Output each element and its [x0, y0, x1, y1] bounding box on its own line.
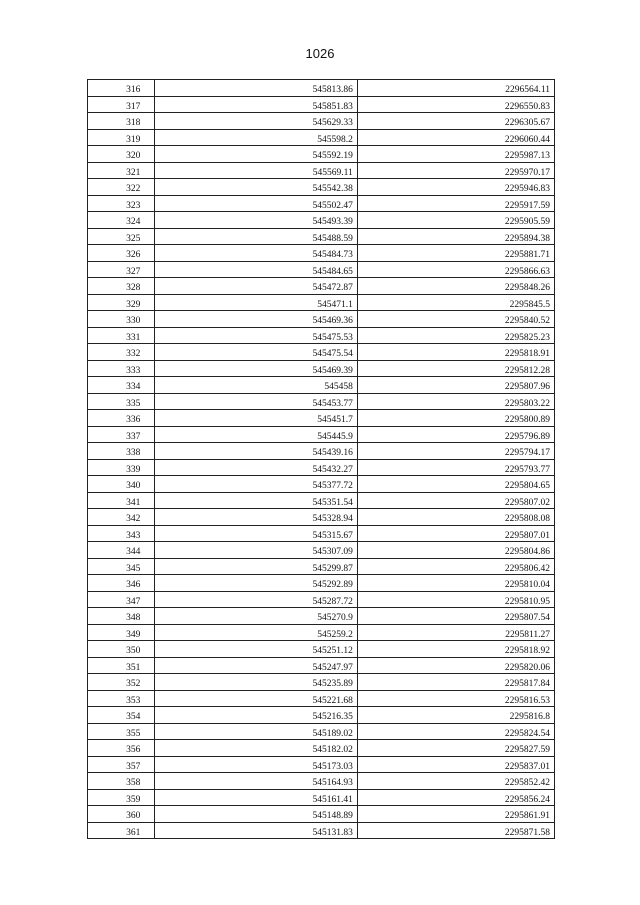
y-coordinate-cell: 2295848.26: [357, 278, 554, 295]
point-number-cell: 322: [88, 179, 155, 196]
y-coordinate-cell: 2295817.84: [357, 674, 554, 691]
x-coordinate-cell: 545484.65: [155, 261, 357, 278]
x-coordinate-cell: 545592.19: [155, 146, 357, 163]
table-row: [88, 723, 555, 740]
x-coordinate-cell: 545475.53: [155, 327, 357, 344]
x-coordinate-cell: 545488.59: [155, 228, 357, 245]
table-row: [88, 822, 555, 839]
point-number-cell: 355: [88, 723, 155, 740]
table-row: [88, 789, 555, 806]
x-coordinate-cell: 545851.83: [155, 96, 357, 113]
point-number-cell: 361: [88, 822, 155, 839]
table-row: [88, 657, 555, 674]
x-coordinate-cell: 545542.38: [155, 179, 357, 196]
x-coordinate-cell: 545189.02: [155, 723, 357, 740]
x-coordinate-cell: 545475.54: [155, 344, 357, 361]
table-row: [88, 476, 555, 493]
y-coordinate-cell: 2295894.38: [357, 228, 554, 245]
point-number-cell: 356: [88, 740, 155, 757]
table-row: [88, 641, 555, 658]
table-row: [88, 707, 555, 724]
point-number-cell: 316: [88, 80, 155, 97]
x-coordinate-cell: 545432.27: [155, 459, 357, 476]
x-coordinate-cell: 545351.54: [155, 492, 357, 509]
point-number-cell: 340: [88, 476, 155, 493]
point-number-cell: 321: [88, 162, 155, 179]
point-number-cell: 328: [88, 278, 155, 295]
point-number-cell: 327: [88, 261, 155, 278]
x-coordinate-cell: 545469.39: [155, 360, 357, 377]
table-row: [88, 360, 555, 377]
point-number-cell: 335: [88, 393, 155, 410]
table-row: [88, 608, 555, 625]
point-number-cell: 359: [88, 789, 155, 806]
table-row: [88, 179, 555, 196]
x-coordinate-cell: 545164.93: [155, 773, 357, 790]
y-coordinate-cell: 2295804.65: [357, 476, 554, 493]
y-coordinate-cell: 2295824.54: [357, 723, 554, 740]
y-coordinate-cell: 2295807.01: [357, 525, 554, 542]
y-coordinate-cell: 2296550.83: [357, 96, 554, 113]
table-row: [88, 773, 555, 790]
table-row: [88, 525, 555, 542]
y-coordinate-cell: 2295807.96: [357, 377, 554, 394]
table-row: [88, 443, 555, 460]
point-number-cell: 338: [88, 443, 155, 460]
y-coordinate-cell: 2295793.77: [357, 459, 554, 476]
y-coordinate-cell: 2296060.44: [357, 129, 554, 146]
x-coordinate-cell: 545315.67: [155, 525, 357, 542]
table-row: [88, 393, 555, 410]
point-number-cell: 342: [88, 509, 155, 526]
table-row: [88, 278, 555, 295]
table-row: [88, 162, 555, 179]
point-number-cell: 332: [88, 344, 155, 361]
table-row: [88, 195, 555, 212]
x-coordinate-cell: 545216.35: [155, 707, 357, 724]
x-coordinate-cell: 545131.83: [155, 822, 357, 839]
x-coordinate-cell: 545458: [155, 377, 357, 394]
y-coordinate-cell: 2295825.23: [357, 327, 554, 344]
y-coordinate-cell: 2295820.06: [357, 657, 554, 674]
table-row: [88, 426, 555, 443]
x-coordinate-cell: 545813.86: [155, 80, 357, 97]
y-coordinate-cell: 2295796.89: [357, 426, 554, 443]
x-coordinate-cell: 545469.36: [155, 311, 357, 328]
x-coordinate-cell: 545287.72: [155, 591, 357, 608]
x-coordinate-cell: 545292.89: [155, 575, 357, 592]
y-coordinate-cell: 2295800.89: [357, 410, 554, 427]
table-row: [88, 261, 555, 278]
x-coordinate-cell: 545270.9: [155, 608, 357, 625]
y-coordinate-cell: 2295861.91: [357, 806, 554, 823]
point-number-cell: 357: [88, 756, 155, 773]
point-number-cell: 331: [88, 327, 155, 344]
point-number-cell: 337: [88, 426, 155, 443]
coordinates-table: [87, 79, 555, 839]
point-number-cell: 330: [88, 311, 155, 328]
y-coordinate-cell: 2295946.83: [357, 179, 554, 196]
y-coordinate-cell: 2295917.59: [357, 195, 554, 212]
table-row: [88, 542, 555, 559]
table-row: [88, 410, 555, 427]
y-coordinate-cell: 2295987.13: [357, 146, 554, 163]
x-coordinate-cell: 545307.09: [155, 542, 357, 559]
x-coordinate-cell: 545377.72: [155, 476, 357, 493]
y-coordinate-cell: 2295807.54: [357, 608, 554, 625]
y-coordinate-cell: 2295807.02: [357, 492, 554, 509]
table-row: [88, 96, 555, 113]
table-row: [88, 212, 555, 229]
point-number-cell: 348: [88, 608, 155, 625]
x-coordinate-cell: 545221.68: [155, 690, 357, 707]
x-coordinate-cell: 545569.11: [155, 162, 357, 179]
y-coordinate-cell: 2295866.63: [357, 261, 554, 278]
y-coordinate-cell: 2295827.59: [357, 740, 554, 757]
x-coordinate-cell: 545247.97: [155, 657, 357, 674]
y-coordinate-cell: 2296305.67: [357, 113, 554, 130]
x-coordinate-cell: 545451.7: [155, 410, 357, 427]
y-coordinate-cell: 2295818.91: [357, 344, 554, 361]
y-coordinate-cell: 2295803.22: [357, 393, 554, 410]
table-row: [88, 113, 555, 130]
x-coordinate-cell: 545472.87: [155, 278, 357, 295]
x-coordinate-cell: 545259.2: [155, 624, 357, 641]
x-coordinate-cell: 545471.1: [155, 294, 357, 311]
point-number-cell: 323: [88, 195, 155, 212]
y-coordinate-cell: 2295810.95: [357, 591, 554, 608]
table-row: [88, 740, 555, 757]
y-coordinate-cell: 2295845.5: [357, 294, 554, 311]
y-coordinate-cell: 2295818.92: [357, 641, 554, 658]
y-coordinate-cell: 2295816.8: [357, 707, 554, 724]
table-row: [88, 228, 555, 245]
table-row: [88, 575, 555, 592]
point-number-cell: 341: [88, 492, 155, 509]
point-number-cell: 325: [88, 228, 155, 245]
table-row: [88, 674, 555, 691]
y-coordinate-cell: 2295804.86: [357, 542, 554, 559]
coordinates-table-body: [88, 80, 555, 839]
page-number: 1026: [305, 46, 335, 61]
table-row: [88, 129, 555, 146]
y-coordinate-cell: 2295970.17: [357, 162, 554, 179]
table-row: [88, 558, 555, 575]
x-coordinate-cell: 545445.9: [155, 426, 357, 443]
table-row: [88, 459, 555, 476]
point-number-cell: 326: [88, 245, 155, 262]
point-number-cell: 346: [88, 575, 155, 592]
x-coordinate-cell: 545439.16: [155, 443, 357, 460]
table-row: [88, 377, 555, 394]
y-coordinate-cell: 2295816.53: [357, 690, 554, 707]
x-coordinate-cell: 545502.47: [155, 195, 357, 212]
point-number-cell: 318: [88, 113, 155, 130]
point-number-cell: 329: [88, 294, 155, 311]
y-coordinate-cell: 2295794.17: [357, 443, 554, 460]
y-coordinate-cell: 2295840.52: [357, 311, 554, 328]
y-coordinate-cell: 2295812.28: [357, 360, 554, 377]
table-row: [88, 806, 555, 823]
point-number-cell: 320: [88, 146, 155, 163]
table-row: [88, 756, 555, 773]
x-coordinate-cell: 545182.02: [155, 740, 357, 757]
y-coordinate-cell: 2295905.59: [357, 212, 554, 229]
point-number-cell: 339: [88, 459, 155, 476]
table-row: [88, 344, 555, 361]
point-number-cell: 334: [88, 377, 155, 394]
table-row: [88, 509, 555, 526]
point-number-cell: 347: [88, 591, 155, 608]
y-coordinate-cell: 2295808.08: [357, 509, 554, 526]
point-number-cell: 354: [88, 707, 155, 724]
y-coordinate-cell: 2295852.42: [357, 773, 554, 790]
point-number-cell: 352: [88, 674, 155, 691]
x-coordinate-cell: 545299.87: [155, 558, 357, 575]
x-coordinate-cell: 545493.39: [155, 212, 357, 229]
y-coordinate-cell: 2295837.01: [357, 756, 554, 773]
y-coordinate-cell: 2295881.71: [357, 245, 554, 262]
point-number-cell: 344: [88, 542, 155, 559]
point-number-cell: 349: [88, 624, 155, 641]
y-coordinate-cell: 2295811.27: [357, 624, 554, 641]
point-number-cell: 319: [88, 129, 155, 146]
point-number-cell: 345: [88, 558, 155, 575]
point-number-cell: 324: [88, 212, 155, 229]
table-row: [88, 294, 555, 311]
table-row: [88, 492, 555, 509]
point-number-cell: 350: [88, 641, 155, 658]
x-coordinate-cell: 545328.94: [155, 509, 357, 526]
point-number-cell: 317: [88, 96, 155, 113]
y-coordinate-cell: 2296564.11: [357, 80, 554, 97]
point-number-cell: 360: [88, 806, 155, 823]
table-row: [88, 311, 555, 328]
x-coordinate-cell: 545453.77: [155, 393, 357, 410]
point-number-cell: 333: [88, 360, 155, 377]
x-coordinate-cell: 545148.89: [155, 806, 357, 823]
y-coordinate-cell: 2295810.04: [357, 575, 554, 592]
y-coordinate-cell: 2295856.24: [357, 789, 554, 806]
table-row: [88, 245, 555, 262]
point-number-cell: 358: [88, 773, 155, 790]
x-coordinate-cell: 545161.41: [155, 789, 357, 806]
point-number-cell: 336: [88, 410, 155, 427]
x-coordinate-cell: 545598.2: [155, 129, 357, 146]
x-coordinate-cell: 545251.12: [155, 641, 357, 658]
x-coordinate-cell: 545235.89: [155, 674, 357, 691]
y-coordinate-cell: 2295871.58: [357, 822, 554, 839]
table-row: [88, 624, 555, 641]
point-number-cell: 351: [88, 657, 155, 674]
table-row: [88, 146, 555, 163]
x-coordinate-cell: 545173.03: [155, 756, 357, 773]
table-row: [88, 591, 555, 608]
table-row: [88, 690, 555, 707]
table-row: [88, 327, 555, 344]
point-number-cell: 343: [88, 525, 155, 542]
table-row: [88, 80, 555, 97]
y-coordinate-cell: 2295806.42: [357, 558, 554, 575]
point-number-cell: 353: [88, 690, 155, 707]
x-coordinate-cell: 545629.33: [155, 113, 357, 130]
x-coordinate-cell: 545484.73: [155, 245, 357, 262]
